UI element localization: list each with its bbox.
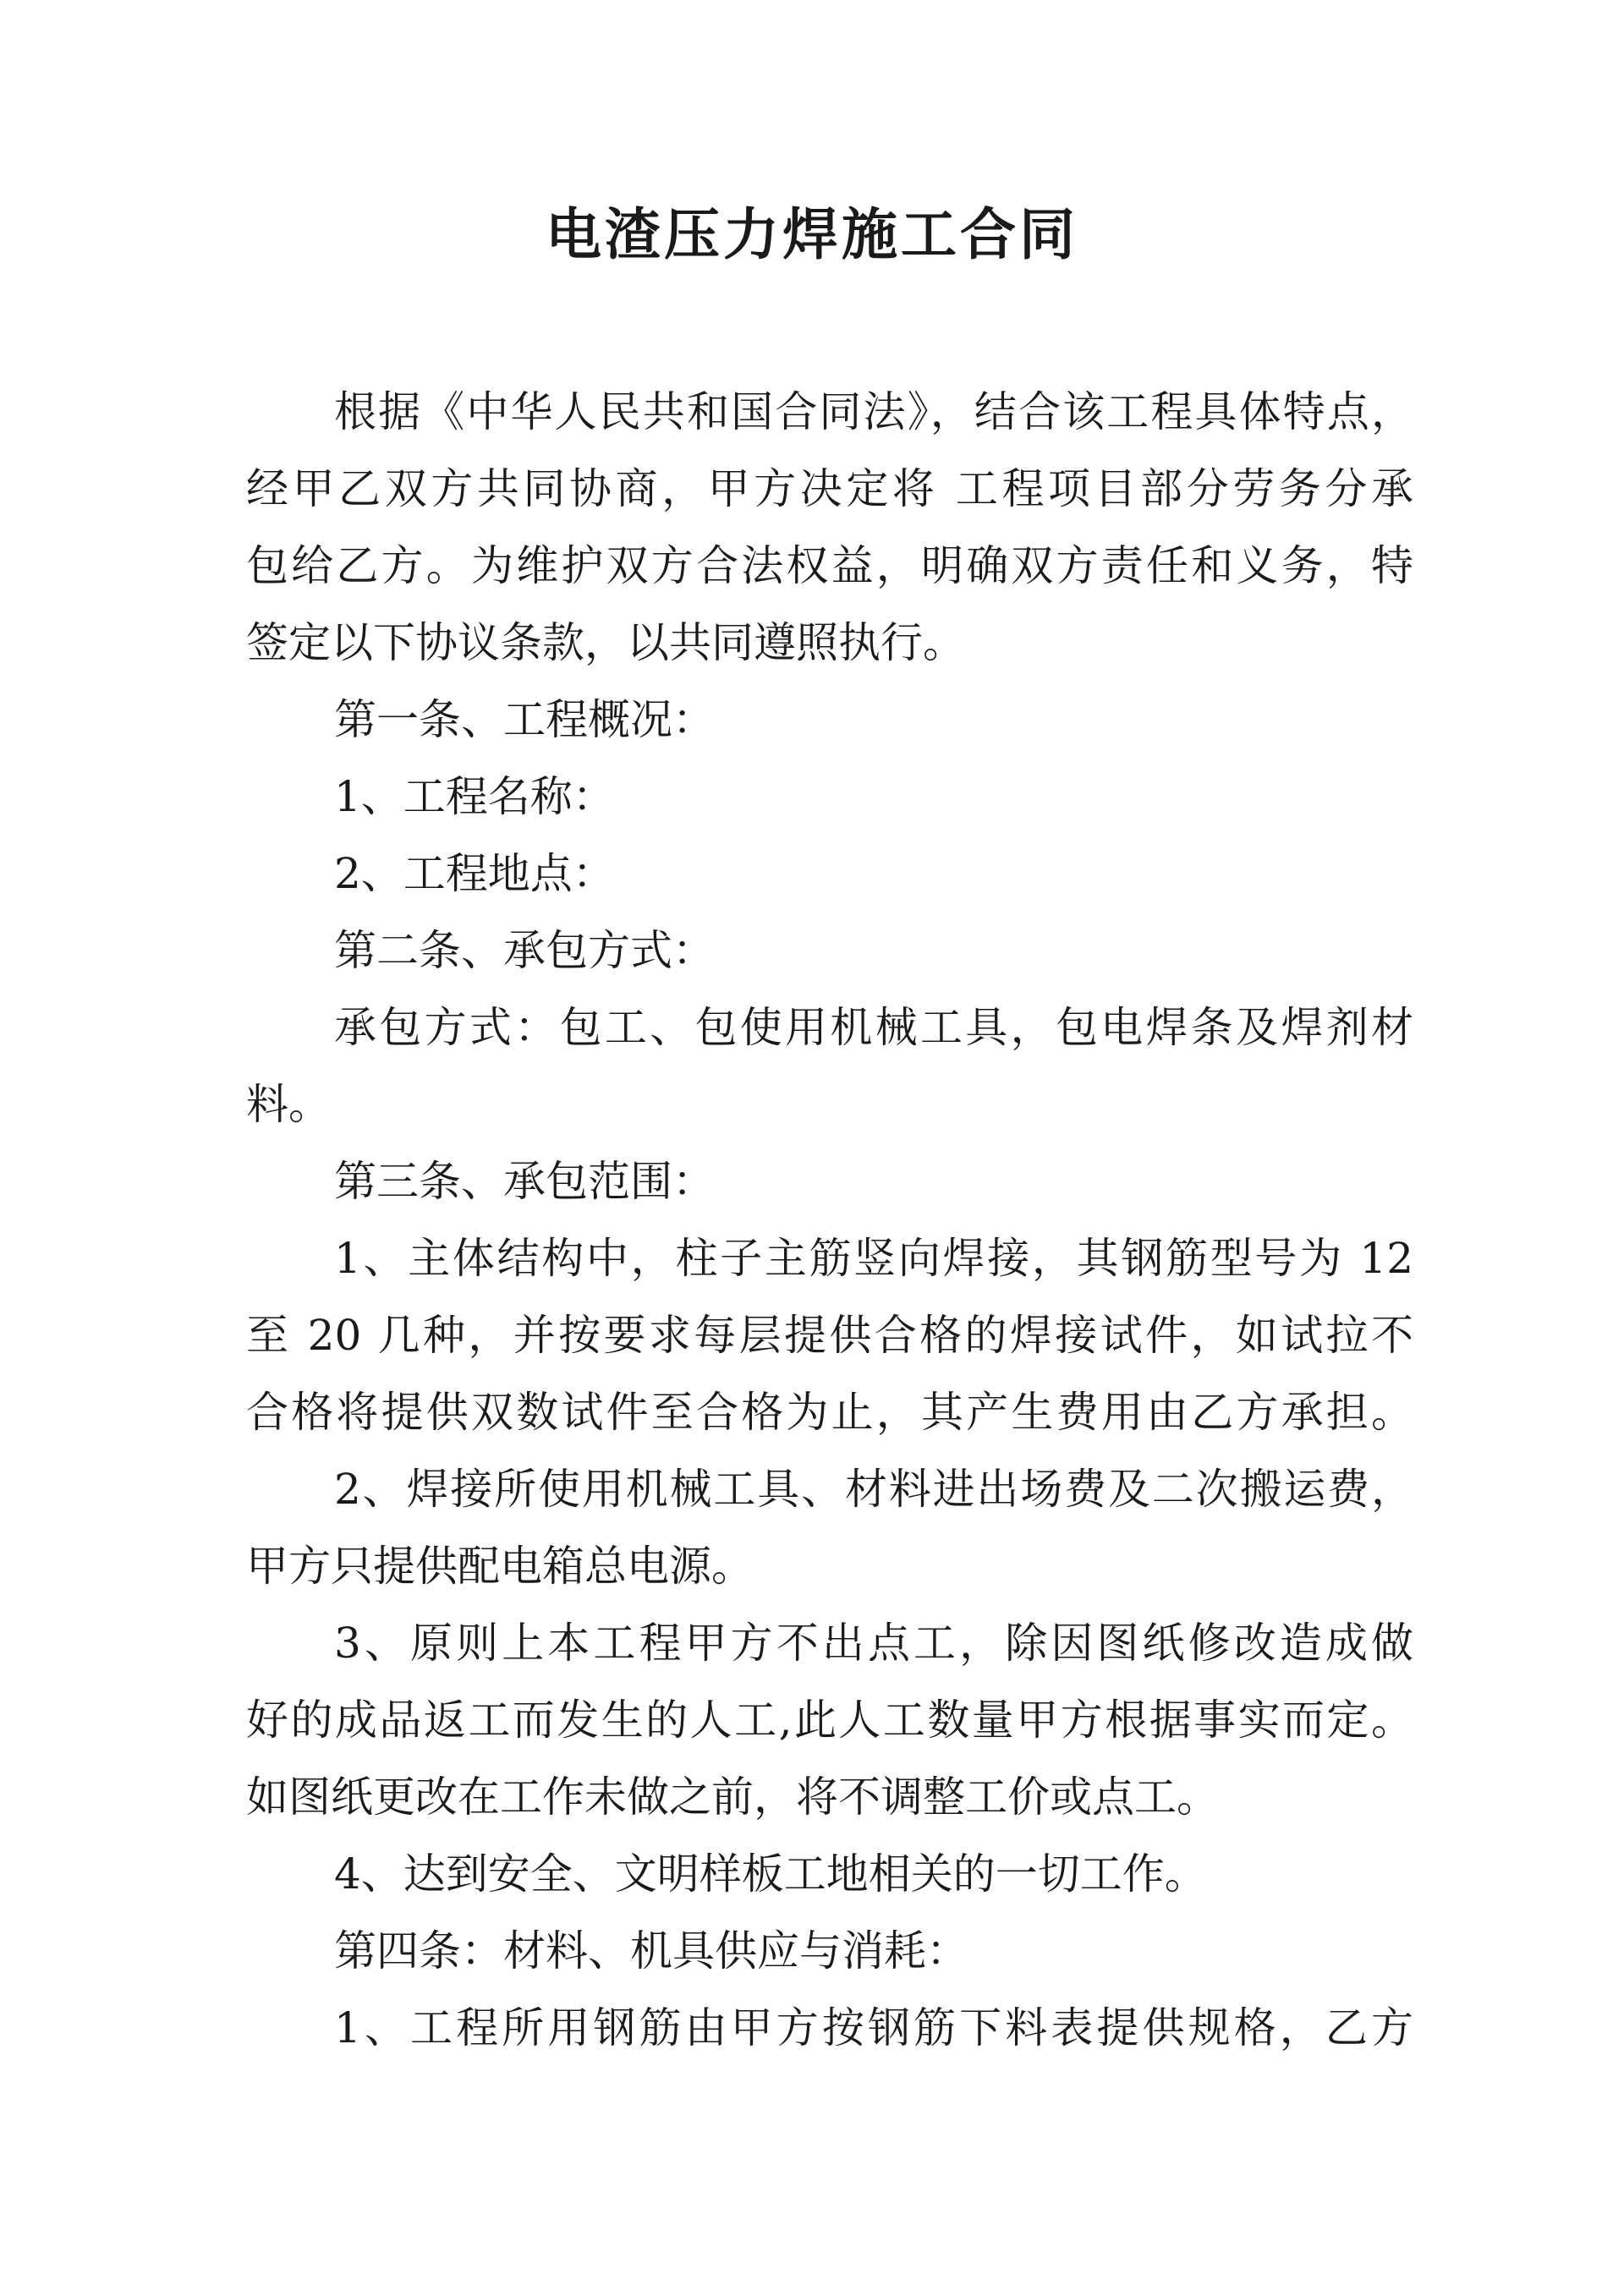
paragraph-line: 承包方式：包工、包使用机械工具，包电焊条及焊剂材 <box>334 1003 1413 1052</box>
paragraph-line: 包给乙方。为维护双方合法权益，明确双方责任和义务，特 <box>246 541 1413 590</box>
paragraph-line: 好的成品返工而发生的人工,此人工数量甲方根据事实而定。 <box>246 1696 1413 1745</box>
paragraph-line: 经甲乙双方共同协商，甲方决定将 工程项目部分劳务分承 <box>246 464 1413 513</box>
article-heading: 第三条、承包范围： <box>334 1157 715 1206</box>
article-heading: 第一条、工程概况： <box>334 695 715 744</box>
paragraph-line: 1、主体结构中，柱子主筋竖向焊接，其钢筋型号为 12 <box>334 1234 1413 1283</box>
paragraph-line: 签定以下协议条款，以共同遵照执行。 <box>246 618 965 667</box>
paragraph-line: 至 20 几种，并按要求每层提供合格的焊接试件，如试拉不 <box>246 1311 1413 1360</box>
paragraph-line: 根据《中华人民共和国合同法》，结合该工程具体特点， <box>334 387 1413 436</box>
document-title: 电渣压力焊施工合同 <box>546 201 1078 267</box>
paragraph-line: 料。 <box>246 1080 331 1129</box>
paragraph-line: 甲方只提供配电箱总电源。 <box>246 1542 754 1591</box>
paragraph-line: 如图纸更改在工作未做之前，将不调整工价或点工。 <box>246 1773 1219 1822</box>
paragraph-line: 4、达到安全、文明样板工地相关的一切工作。 <box>334 1849 1207 1899</box>
list-item: 1、工程名称： <box>334 772 615 821</box>
article-heading: 第二条、承包方式： <box>334 926 715 975</box>
paragraph-line: 合格将提供双数试件至合格为止，其产生费用由乙方承担。 <box>246 1388 1413 1437</box>
article-heading: 第四条：材料、机具供应与消耗： <box>334 1926 968 1975</box>
paragraph-line: 1、工程所用钢筋由甲方按钢筋下料表提供规格，乙方 <box>334 2003 1413 2052</box>
paragraph-line: 3、原则上本工程甲方不出点工，除因图纸修改造成做 <box>334 1619 1413 1668</box>
paragraph-line: 2、焊接所使用机械工具、材料进出场费及二次搬运费， <box>334 1465 1413 1514</box>
list-item: 2、工程地点： <box>334 849 615 898</box>
